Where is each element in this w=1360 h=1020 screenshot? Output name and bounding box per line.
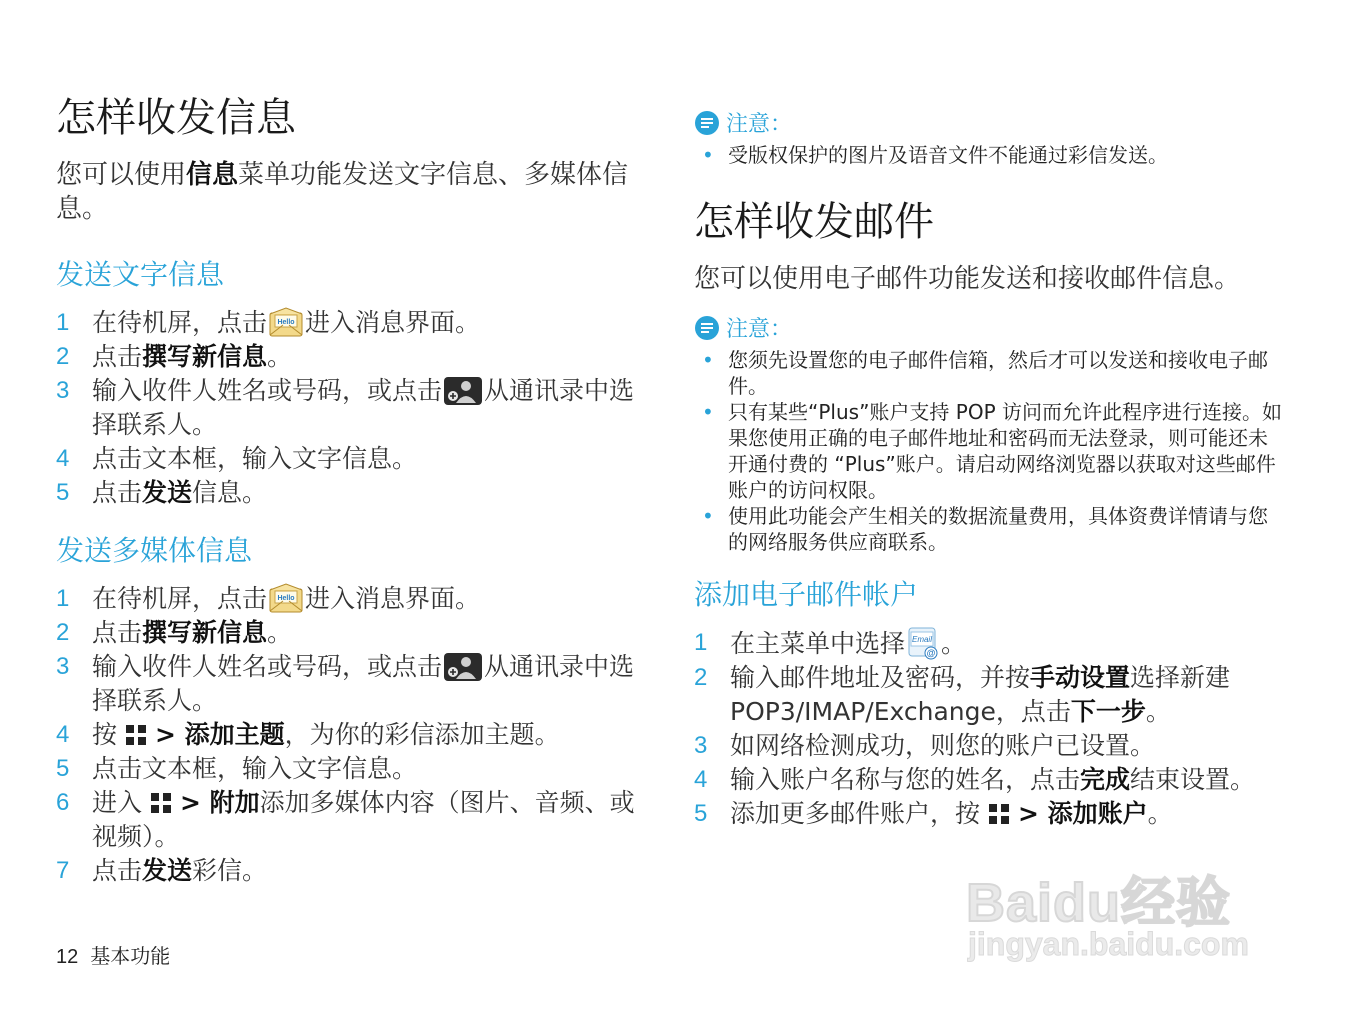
list-item: 7 点击发送彩信。 — [56, 856, 268, 885]
list-item: • 受版权保护的图片及语音文件不能通过彩信发送。 — [694, 142, 1284, 168]
messages-intro: 您可以使用信息菜单功能发送文字信息、多媒体信息。 — [56, 160, 629, 224]
list-item: 3 输入收件人姓名或号码，或点击 从通讯录中选择联系人。 — [56, 376, 635, 439]
menu-grid-icon — [988, 800, 1010, 822]
page-number: 12 — [56, 946, 79, 968]
list-item: 4 输入账户名称与您的姓名，点击完成结束设置。 — [694, 765, 1256, 794]
list-item: 5 点击发送信息。 — [56, 478, 268, 507]
note-icon — [694, 315, 720, 341]
section-name: 基本功能 — [90, 944, 171, 968]
list-item: • 您须先设置您的电子邮件信箱，然后才可以发送和接收电子邮件。 — [694, 347, 1284, 399]
list-item: 5 添加更多邮件账户，按 > 添加账户。 — [694, 799, 1173, 828]
account-steps — [694, 626, 1284, 831]
page-title-messages: 怎样收发信息 — [56, 95, 296, 141]
page-footer — [56, 940, 170, 969]
svg-text:Hello: Hello — [277, 595, 295, 602]
sms-steps — [56, 306, 646, 510]
list-item: 3 如网络检测成功，则您的账户已设置。 — [694, 731, 1156, 760]
watermark-logo: Baidu经验 — [966, 873, 1232, 933]
menu-grid-icon — [125, 721, 147, 743]
svg-text:@: @ — [926, 648, 936, 658]
email-intro: 您可以使用电子邮件功能发送和接收邮件信息。 — [694, 264, 1241, 294]
svg-text:Hello: Hello — [277, 319, 295, 326]
menu-grid-icon — [150, 789, 172, 811]
note-bullets — [694, 347, 1284, 555]
note-heading: 注意： — [694, 110, 1284, 138]
list-item: 4 点击文本框，输入文字信息。 — [56, 444, 418, 473]
hello-envelope-icon — [269, 307, 303, 337]
list-item: 2 点击撰写新信息。 — [56, 618, 293, 647]
baidu-watermark — [966, 860, 1286, 970]
add-contact-icon — [444, 377, 482, 405]
list-item: • 只有某些“Plus”账户支持 POP 访问而允许此程序进行连接。如果您使用正确的电子邮件地址和密码而无法登录，则可能还未开通付费的 “Plus”账户。请启动网络浏览器以获取对这些邮件账户的访问权限。 — [694, 399, 1284, 503]
list-item: 2 输入邮件地址及密码，并按手动设置选择新建POP3/IMAP/Exchange，点击下一步。 — [694, 663, 1231, 726]
page-title-email: 怎样收发邮件 — [694, 199, 934, 245]
note-bullets — [694, 142, 1284, 168]
note-heading: 注意： — [694, 315, 1284, 343]
list-item: 1 在待机屏，点击 Hello 进入消息界面。 — [56, 308, 481, 337]
add-contact-icon — [444, 653, 482, 681]
hello-envelope-icon — [269, 583, 303, 613]
mms-steps — [56, 582, 646, 888]
heading-send-mms: 发送多媒体信息 — [56, 534, 253, 567]
list-item: 2 点击撰写新信息。 — [56, 342, 293, 371]
watermark-url: jingyan.baidu.com — [968, 926, 1249, 962]
list-item: 1 在待机屏，点击 Hello 进入消息界面。 — [56, 584, 481, 613]
list-item: 4 按 > 添加主题，为你的彩信添加主题。 — [56, 720, 560, 749]
list-item: 3 输入收件人姓名或号码，或点击 从通讯录中选择联系人。 — [56, 652, 635, 715]
list-item: 5 点击文本框，输入文字信息。 — [56, 754, 418, 783]
note-mms-copyright — [694, 110, 1284, 168]
list-item: 1 在主菜单中选择 Email @ 。 — [694, 626, 1284, 661]
heading-add-email-account: 添加电子邮件帐户 — [694, 578, 919, 611]
list-item: 6 进入 > 附加添加多媒体内容（图片、音频、或视频）。 — [56, 788, 635, 851]
heading-send-sms: 发送文字信息 — [56, 258, 225, 291]
list-item: • 使用此功能会产生相关的数据流量费用，具体资费详情请与您的网络服务供应商联系。 — [694, 503, 1284, 555]
note-icon — [694, 110, 720, 136]
note-email-setup — [694, 315, 1284, 555]
email-icon — [907, 626, 939, 660]
svg-text:Email: Email — [912, 635, 933, 644]
